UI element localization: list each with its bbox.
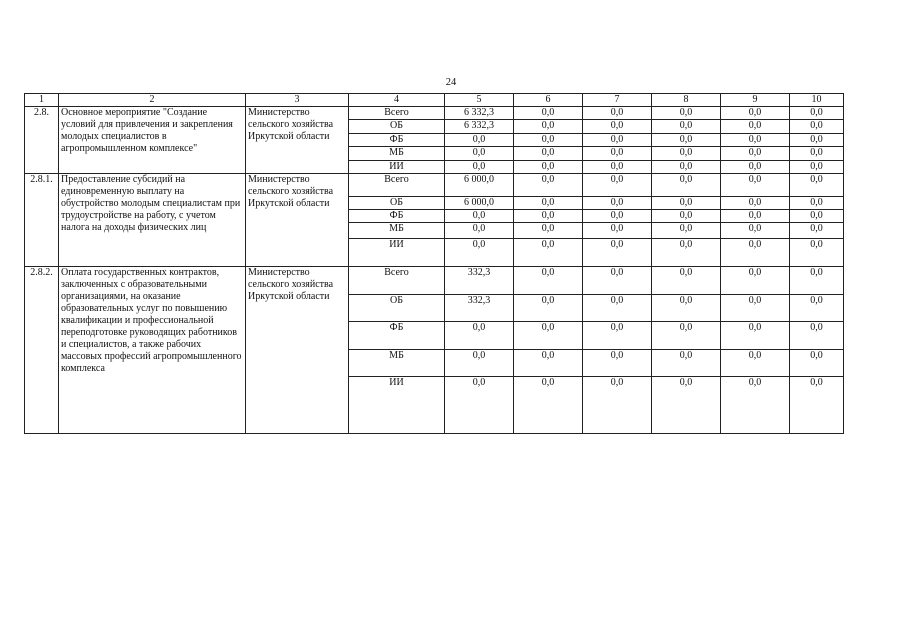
- amount-cell: 0,0: [790, 377, 844, 434]
- funding-source: ФБ: [349, 134, 445, 147]
- amount-cell: 0,0: [583, 134, 652, 147]
- funding-source: ИИ: [349, 377, 445, 434]
- page-number: 24: [445, 77, 457, 88]
- amount-cell: 0,0: [652, 322, 721, 350]
- amount-cell: 0,0: [721, 161, 790, 174]
- amount-cell: 0,0: [514, 267, 583, 295]
- column-header: 7: [583, 94, 652, 107]
- amount-cell: 6 332,3: [445, 107, 514, 120]
- amount-cell: 0,0: [721, 120, 790, 134]
- budget-table: [24, 93, 844, 434]
- amount-cell: 0,0: [652, 223, 721, 239]
- amount-cell: 0,0: [583, 223, 652, 239]
- funding-source: ИИ: [349, 239, 445, 267]
- amount-cell: 0,0: [514, 350, 583, 377]
- amount-cell: 0,0: [514, 239, 583, 267]
- funding-source: ФБ: [349, 322, 445, 350]
- column-header: 4: [349, 94, 445, 107]
- amount-cell: 0,0: [514, 134, 583, 147]
- column-header: 8: [652, 94, 721, 107]
- funding-source: Всего: [349, 174, 445, 197]
- amount-cell: 0,0: [652, 134, 721, 147]
- funding-source: Всего: [349, 267, 445, 295]
- amount-cell: 0,0: [445, 239, 514, 267]
- amount-cell: 0,0: [652, 239, 721, 267]
- amount-cell: 0,0: [790, 197, 844, 210]
- funding-source: ФБ: [349, 210, 445, 223]
- amount-cell: 0,0: [790, 267, 844, 295]
- amount-cell: 0,0: [514, 210, 583, 223]
- amount-cell: 0,0: [652, 377, 721, 434]
- amount-cell: 0,0: [721, 223, 790, 239]
- amount-cell: 0,0: [583, 210, 652, 223]
- amount-cell: 0,0: [652, 161, 721, 174]
- amount-cell: 0,0: [790, 322, 844, 350]
- amount-cell: 0,0: [790, 350, 844, 377]
- amount-cell: 0,0: [514, 295, 583, 322]
- funding-source: МБ: [349, 350, 445, 377]
- executor-name: Министерство сельского хозяйства Иркутской области: [246, 267, 349, 434]
- amount-cell: 0,0: [583, 350, 652, 377]
- amount-cell: 6 000,0: [445, 174, 514, 197]
- amount-cell: 0,0: [514, 161, 583, 174]
- amount-cell: 0,0: [514, 322, 583, 350]
- amount-cell: 0,0: [721, 174, 790, 197]
- amount-cell: 0,0: [721, 197, 790, 210]
- amount-cell: 0,0: [514, 147, 583, 161]
- amount-cell: 0,0: [583, 147, 652, 161]
- amount-cell: 0,0: [721, 295, 790, 322]
- amount-cell: 0,0: [514, 223, 583, 239]
- amount-cell: 0,0: [514, 120, 583, 134]
- amount-cell: 0,0: [445, 322, 514, 350]
- amount-cell: 0,0: [652, 107, 721, 120]
- amount-cell: 0,0: [652, 174, 721, 197]
- row-number: 2.8.: [25, 107, 59, 174]
- funding-source: МБ: [349, 147, 445, 161]
- amount-cell: 0,0: [790, 239, 844, 267]
- amount-cell: 0,0: [721, 322, 790, 350]
- amount-cell: 0,0: [583, 377, 652, 434]
- executor-name: Министерство сельского хозяйства Иркутской области: [246, 107, 349, 174]
- table-row: [25, 267, 844, 295]
- amount-cell: 0,0: [721, 350, 790, 377]
- row-number: 2.8.1.: [25, 174, 59, 267]
- column-header: 2: [59, 94, 246, 107]
- amount-cell: 6 000,0: [445, 197, 514, 210]
- amount-cell: 0,0: [514, 197, 583, 210]
- amount-cell: 0,0: [583, 322, 652, 350]
- amount-cell: 0,0: [652, 267, 721, 295]
- amount-cell: 0,0: [583, 239, 652, 267]
- amount-cell: 0,0: [790, 120, 844, 134]
- amount-cell: 0,0: [790, 147, 844, 161]
- column-header: 6: [514, 94, 583, 107]
- amount-cell: 0,0: [790, 161, 844, 174]
- executor-name: Министерство сельского хозяйства Иркутской области: [246, 174, 349, 267]
- amount-cell: 0,0: [790, 134, 844, 147]
- amount-cell: 0,0: [652, 210, 721, 223]
- table-row: [25, 107, 844, 120]
- amount-cell: 0,0: [652, 350, 721, 377]
- activity-description: Предоставление субсидий на единовременную выплату на обустройство молодым специалистам при трудоустройстве на работу, с учетом налога на доходы физических лиц: [59, 174, 246, 267]
- amount-cell: 0,0: [583, 197, 652, 210]
- amount-cell: 0,0: [721, 107, 790, 120]
- amount-cell: 0,0: [445, 350, 514, 377]
- funding-source: ОБ: [349, 197, 445, 210]
- amount-cell: 0,0: [790, 174, 844, 197]
- amount-cell: 0,0: [721, 134, 790, 147]
- funding-source: МБ: [349, 223, 445, 239]
- amount-cell: 0,0: [652, 197, 721, 210]
- funding-source: ОБ: [349, 120, 445, 134]
- amount-cell: 0,0: [445, 147, 514, 161]
- amount-cell: 0,0: [652, 147, 721, 161]
- amount-cell: 0,0: [514, 377, 583, 434]
- amount-cell: 0,0: [445, 161, 514, 174]
- amount-cell: 6 332,3: [445, 120, 514, 134]
- amount-cell: 0,0: [583, 161, 652, 174]
- amount-cell: 0,0: [445, 210, 514, 223]
- amount-cell: 332,3: [445, 267, 514, 295]
- column-header: 10: [790, 94, 844, 107]
- amount-cell: 0,0: [445, 377, 514, 434]
- amount-cell: 0,0: [583, 174, 652, 197]
- amount-cell: 0,0: [790, 223, 844, 239]
- amount-cell: 0,0: [721, 239, 790, 267]
- amount-cell: 0,0: [721, 267, 790, 295]
- amount-cell: 0,0: [445, 223, 514, 239]
- amount-cell: 0,0: [583, 295, 652, 322]
- amount-cell: 0,0: [721, 147, 790, 161]
- column-header: 1: [25, 94, 59, 107]
- amount-cell: 0,0: [652, 295, 721, 322]
- amount-cell: 0,0: [790, 295, 844, 322]
- activity-description: Основное мероприятие "Создание условий для привлечения и закрепления молодых специалистов в агропромышленном комплексе": [59, 107, 246, 174]
- funding-source: ИИ: [349, 161, 445, 174]
- amount-cell: 0,0: [721, 210, 790, 223]
- funding-source: ОБ: [349, 295, 445, 322]
- amount-cell: 0,0: [514, 174, 583, 197]
- amount-cell: 0,0: [790, 210, 844, 223]
- amount-cell: 0,0: [583, 120, 652, 134]
- header-row: [25, 94, 844, 107]
- amount-cell: 0,0: [514, 107, 583, 120]
- amount-cell: 0,0: [445, 134, 514, 147]
- column-header: 3: [246, 94, 349, 107]
- column-header: 9: [721, 94, 790, 107]
- activity-description: Оплата государственных контрактов, заключенных с образовательными организациями, на оказание образовательных услуг по повышению квалификации и профессиональной переподготовке руководящих работников и специалистов, а также рабочих массовых профессий агропромышленного комплекса: [59, 267, 246, 434]
- column-header: 5: [445, 94, 514, 107]
- table-row: [25, 174, 844, 197]
- row-number: 2.8.2.: [25, 267, 59, 434]
- amount-cell: 0,0: [583, 267, 652, 295]
- amount-cell: 0,0: [790, 107, 844, 120]
- amount-cell: 332,3: [445, 295, 514, 322]
- amount-cell: 0,0: [583, 107, 652, 120]
- funding-source: Всего: [349, 107, 445, 120]
- amount-cell: 0,0: [721, 377, 790, 434]
- amount-cell: 0,0: [652, 120, 721, 134]
